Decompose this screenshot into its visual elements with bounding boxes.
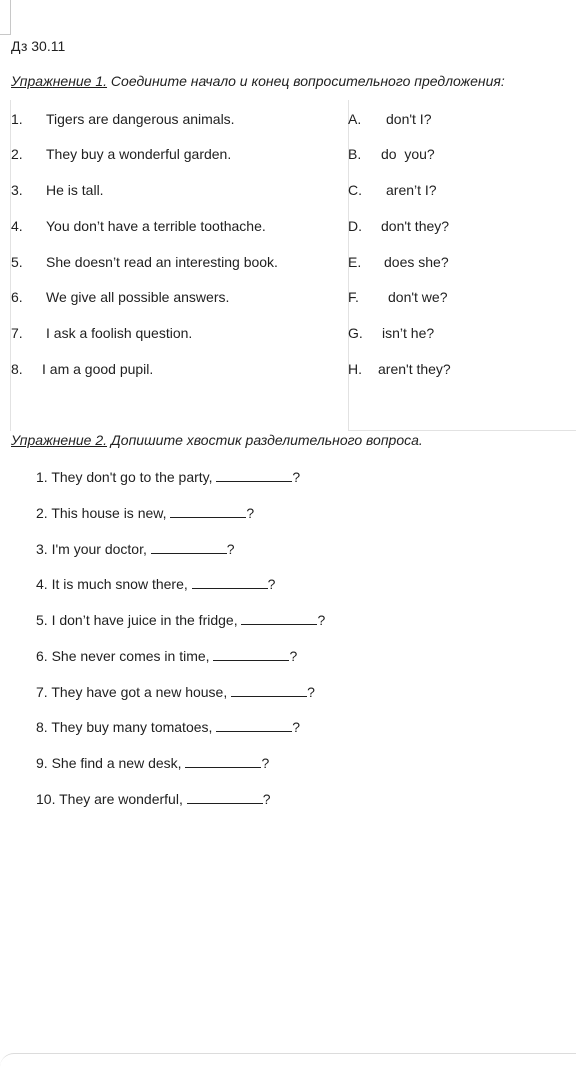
- ex2-question-mark: ?: [289, 648, 298, 664]
- ex2-question-mark: ?: [292, 719, 301, 735]
- ex2-question-mark: ?: [226, 541, 235, 557]
- ex1-option-text: don't I?: [386, 111, 432, 127]
- ex1-item-text: They buy a wonderful garden.: [46, 146, 232, 162]
- ex2-item-text: I'm your doctor,: [51, 541, 151, 557]
- ex1-option-letter: G.: [348, 325, 363, 341]
- ex1-item-number: 7.: [11, 325, 23, 341]
- answer-blank[interactable]: [151, 541, 227, 554]
- ex2-item-number: 6.: [36, 648, 48, 664]
- exercise-1-heading: [11, 73, 505, 89]
- ex2-item-number: 10.: [36, 791, 56, 807]
- exercise-2-instruction: Допишите хвостик разделительного вопроса.: [107, 432, 423, 448]
- ex1-item-number: 3.: [11, 182, 23, 198]
- ex1-option-text: aren’t I?: [386, 182, 437, 198]
- ex2-question-mark: ?: [292, 469, 301, 485]
- ex2-item: [36, 541, 235, 557]
- ex1-item-text: We give all possible answers.: [46, 289, 230, 305]
- ex2-item-text: They don't go to the party,: [51, 469, 217, 485]
- ex1-option-text: don't we?: [388, 289, 448, 305]
- ex1-option-text: aren't they?: [378, 361, 451, 377]
- ex1-item-number: 8.: [11, 361, 23, 377]
- ex2-item-number: 9.: [36, 755, 48, 771]
- ex2-item: [36, 576, 275, 592]
- ex2-question-mark: ?: [267, 576, 276, 592]
- ex1-option-letter: F.: [348, 289, 359, 305]
- ex1-option-text: does she?: [384, 254, 449, 270]
- ex1-item-text: You don’t have a terrible toothache.: [46, 218, 266, 234]
- ex1-option-letter: E.: [348, 254, 362, 270]
- ex1-option-letter: C.: [348, 182, 362, 198]
- ex1-option-text: don't they?: [381, 218, 450, 234]
- answer-blank[interactable]: [213, 648, 289, 661]
- ex2-item: [36, 791, 271, 807]
- ex2-item-text: She find a new desk,: [51, 755, 186, 771]
- answer-blank[interactable]: [192, 576, 268, 589]
- ex2-question-mark: ?: [307, 684, 315, 700]
- ex2-item: [36, 648, 297, 664]
- ex1-option-letter: H.: [348, 361, 362, 377]
- ex2-question-mark: ?: [246, 505, 255, 521]
- ex2-item-text: She never comes in time,: [51, 648, 214, 664]
- answer-blank[interactable]: [170, 505, 246, 518]
- ex1-item-number: 5.: [11, 254, 23, 270]
- page-corner-mark: [0, 0, 11, 35]
- ex2-item: [36, 684, 315, 700]
- ex2-item: [36, 612, 325, 628]
- exercise-2-label: Упражнение 2.: [11, 432, 108, 448]
- ex2-item-text: They are wonderful,: [59, 791, 187, 807]
- ex2-item: [36, 755, 269, 771]
- ex2-item-text: They have got a new house,: [51, 684, 232, 700]
- ex1-item-number: 4.: [11, 218, 23, 234]
- ex2-item-number: 3.: [36, 541, 48, 557]
- ex2-question-mark: ?: [261, 755, 270, 771]
- ex1-item-text: I ask a foolish question.: [46, 325, 193, 341]
- ex2-item-number: 7.: [36, 684, 48, 700]
- ex1-option-text: isn’t he?: [382, 325, 435, 341]
- ex1-option-letter: D.: [348, 218, 362, 234]
- homework-date: Дз 30.11: [11, 38, 66, 54]
- ex2-item-text: They buy many tomatoes,: [51, 719, 217, 735]
- answer-blank[interactable]: [231, 684, 307, 697]
- ex2-item-text: I don’t have juice in the fridge,: [51, 612, 242, 628]
- exercise-1-instruction: Соедините начало и конец вопросительного предложения:: [107, 73, 505, 89]
- ex1-item-text: He is tall.: [46, 182, 104, 198]
- ex2-item-number: 8.: [36, 719, 48, 735]
- table-bottom-border: [348, 430, 576, 431]
- answer-blank[interactable]: [216, 719, 292, 732]
- ex2-item: [36, 505, 254, 521]
- ex1-option-letter: B.: [348, 146, 362, 162]
- answer-blank[interactable]: [185, 755, 261, 768]
- ex2-item-number: 1.: [36, 469, 48, 485]
- ex2-question-mark: ?: [317, 612, 326, 628]
- answer-blank[interactable]: [216, 469, 292, 482]
- ex2-item: [36, 719, 300, 735]
- ex2-item-number: 5.: [36, 612, 48, 628]
- ex2-item-text: It is much snow there,: [51, 576, 192, 592]
- ex1-item-text: I am a good pupil.: [42, 361, 154, 377]
- ex2-item-number: 2.: [36, 505, 48, 521]
- answer-blank[interactable]: [187, 791, 263, 804]
- ex1-item-number: 2.: [11, 146, 23, 162]
- ex1-option-letter: A.: [348, 111, 362, 127]
- exercise-2-heading: [11, 432, 423, 448]
- ex1-item-number: 1.: [11, 111, 23, 127]
- ex2-item-text: This house is new,: [51, 505, 171, 521]
- ex1-option-text: do you?: [381, 146, 435, 162]
- answer-blank[interactable]: [241, 612, 317, 625]
- ex2-item-number: 4.: [36, 576, 48, 592]
- ex1-item-text: She doesn’t read an interesting book.: [46, 254, 278, 270]
- ex2-item: [36, 469, 300, 485]
- ex2-question-mark: ?: [262, 791, 271, 807]
- page-bottom-edge: [0, 1053, 576, 1070]
- ex1-item-text: Tigers are dangerous animals.: [46, 111, 235, 127]
- exercise-1-label: Упражнение 1.: [11, 73, 108, 89]
- ex1-item-number: 6.: [11, 289, 23, 305]
